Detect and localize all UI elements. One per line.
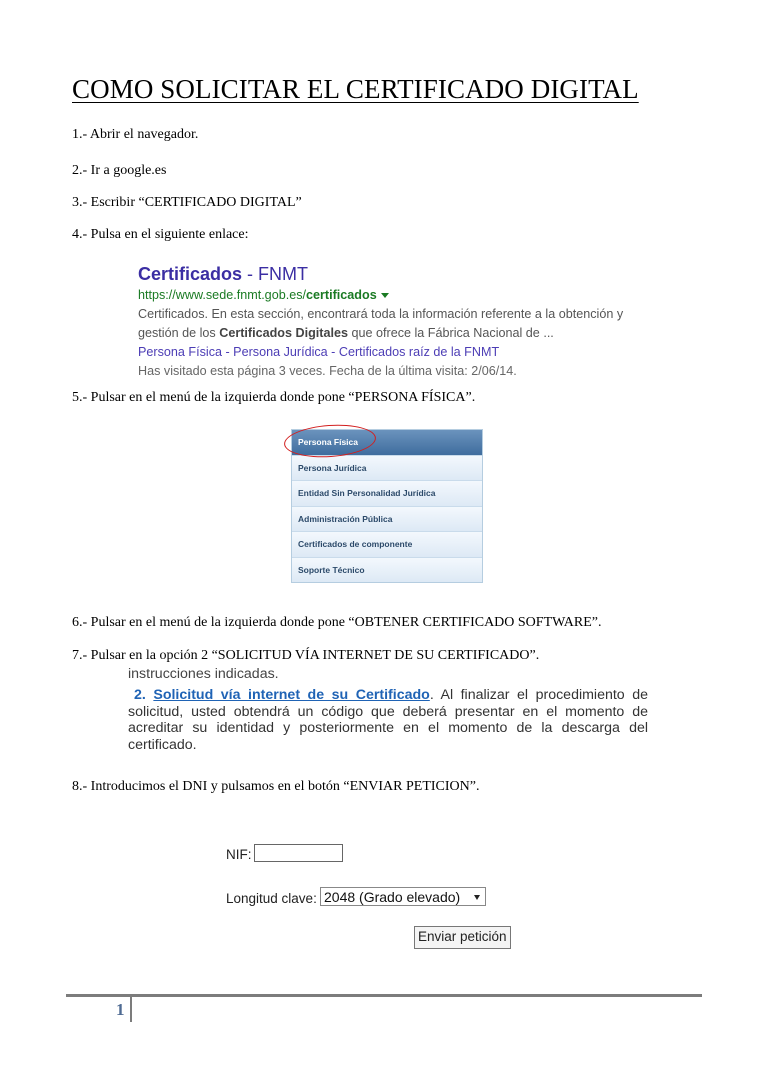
search-result-visited: Has visitado esta página 3 veces. Fecha de la última visita: 2/06/14.: [138, 364, 517, 378]
nif-label: NIF:: [226, 847, 252, 862]
menu-item-entidad[interactable]: Entidad Sin Personalidad Jurídica: [292, 481, 482, 507]
search-result-description: [138, 305, 638, 343]
menu-item-certificados-componente[interactable]: Certificados de componente: [292, 532, 482, 558]
caret-down-icon[interactable]: [381, 293, 389, 298]
excerpt-cut-text: instrucciones indicadas.: [128, 666, 279, 682]
step-3: 3.- Escribir “CERTIFICADO DIGITAL”: [72, 195, 302, 210]
footer-vertical-divider: [130, 996, 132, 1022]
send-request-button[interactable]: Enviar petición: [414, 926, 511, 949]
search-result: [138, 262, 638, 381]
key-length-value: 2048 (Grado elevado): [324, 889, 461, 905]
search-result-title-sep: -: [242, 264, 259, 284]
menu-item-persona-juridica[interactable]: Persona Jurídica: [292, 456, 482, 482]
step-6: 6.- Pulsar en el menú de la izquierda donde pone “OBTENER CERTIFICADO SOFTWARE”.: [72, 615, 602, 630]
search-result-url-prefix: https://www.sede.fnmt.gob.es/: [138, 288, 306, 302]
search-result-desc-line2: [138, 324, 638, 343]
search-result-desc-line1: Certificados. En esta sección, encontrará toda la información referente a la obtención y: [138, 307, 624, 321]
dropdown-arrow-icon: [474, 895, 480, 900]
document-title: COMO SOLICITAR EL CERTIFICADO DIGITAL: [72, 74, 639, 104]
excerpt-option-2: [128, 687, 648, 754]
search-result-title-brand[interactable]: FNMT: [258, 264, 309, 284]
search-result-desc-bold: Certificados Digitales: [219, 326, 348, 340]
search-result-title[interactable]: [138, 262, 638, 286]
key-length-select[interactable]: [320, 887, 486, 906]
step-7: 7.- Pulsar en la opción 2 “SOLICITUD VÍA INTERNET DE SU CERTIFICADO”.: [72, 648, 540, 663]
search-result-desc-pre: gestión de los: [138, 326, 220, 340]
step-2: 2.- Ir a google.es: [72, 163, 167, 178]
option-number: 2.: [134, 686, 146, 703]
step-4: 4.- Pulsa en el siguiente enlace:: [72, 227, 249, 242]
option-description: . Al finalizar el procedimiento de solicitud, usted obtendrá un código que deberá presentar en el momento de acreditar su identidad y posteriormente en el momento de la descarga del certificado.: [128, 686, 648, 754]
search-result-sitelinks[interactable]: Persona Física - Persona Jurídica - Certificados raíz de la FNMT: [138, 345, 500, 359]
search-result-url: [138, 286, 638, 305]
page-number: 1: [116, 1000, 125, 1019]
option-2-excerpt: [128, 666, 648, 754]
step-5: 5.- Pulsar en el menú de la izquierda donde pone “PERSONA FÍSICA”.: [72, 390, 476, 405]
nif-input[interactable]: [254, 844, 343, 862]
search-result-url-bold: certificados: [306, 288, 377, 302]
step-1: 1.- Abrir el navegador.: [72, 127, 199, 142]
footer-divider: [66, 994, 702, 997]
menu-item-administracion[interactable]: Administración Pública: [292, 507, 482, 533]
search-result-desc-post: que ofrece la Fábrica Nacional de ...: [348, 326, 554, 340]
search-result-title-main[interactable]: Certificados: [138, 264, 243, 284]
step-8: 8.- Introducimos el DNI y pulsamos en el botón “ENVIAR PETICION”.: [72, 779, 480, 794]
key-length-label: Longitud clave:: [226, 891, 317, 906]
menu-item-soporte[interactable]: Soporte Técnico: [292, 558, 482, 583]
solicitud-link[interactable]: Solicitud vía internet de su Certificado: [153, 686, 430, 703]
menu-item-persona-fisica[interactable]: Persona Física: [292, 430, 482, 456]
